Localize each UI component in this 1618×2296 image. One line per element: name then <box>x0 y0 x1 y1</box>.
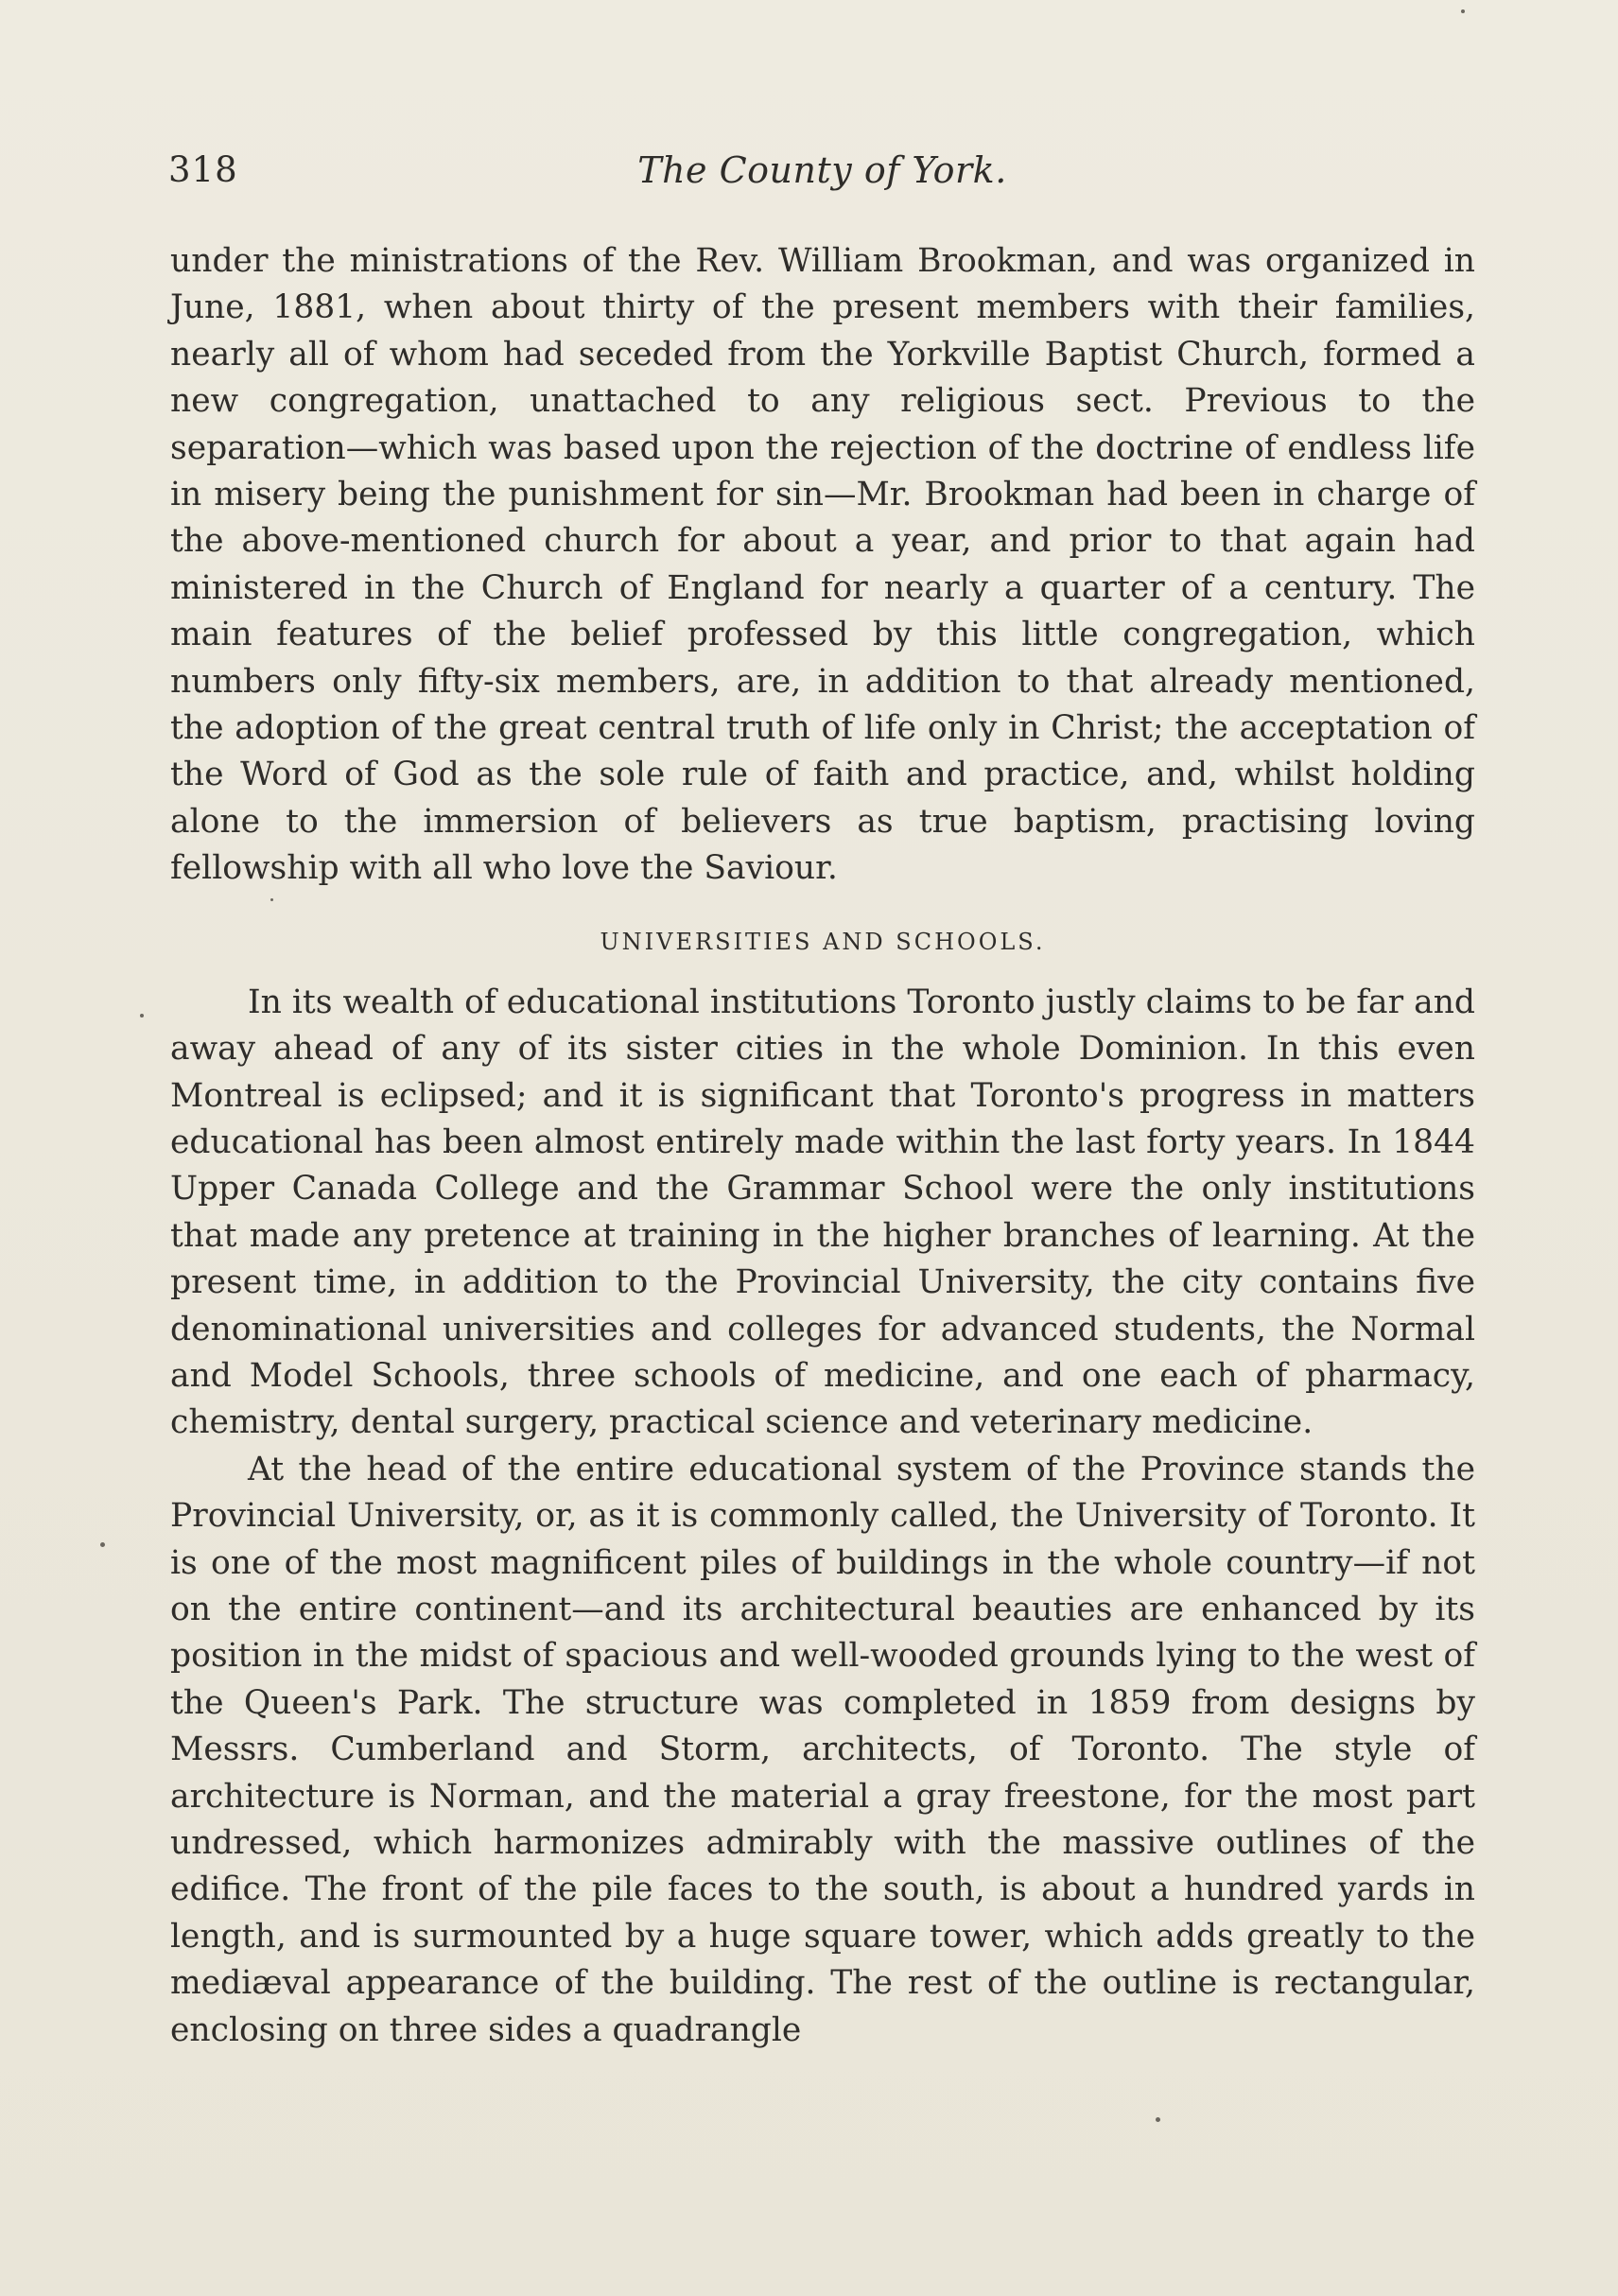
page-number: 318 <box>168 149 238 190</box>
section-heading: UNIVERSITIES AND SCHOOLS. <box>600 928 1046 955</box>
ink-speck <box>140 1014 144 1018</box>
body-text <box>170 238 1475 2054</box>
ink-speck <box>1156 2117 1160 2122</box>
ink-speck <box>1461 9 1465 13</box>
ink-speck <box>270 898 273 901</box>
paragraph: In its wealth of educational institutions Toronto justly claims to be far and away ahead of any of its sister cities in the whole Dominion. In this even Montreal is eclipsed; and it is significant that Toronto's progress in matters educational has been almost entirely made within the last forty years. In 1844 Upper Canada College and the Grammar School were the only institutions that made any pretence at training in the higher branches of learning. At the present time, in addition to the Provincial University, the city contains five denominational universities and colleges for advanced students, the Normal and Model Schools, three schools of medicine, and one each of pharmacy, chemistry, dental surgery, practical science and veterinary medicine. <box>170 983 1475 1442</box>
running-title: The County of York. <box>637 149 1007 191</box>
paragraph: At the head of the entire educational system of the Province stands the Provincial University, or, as it is commonly called, the University of Toronto. It is one of the most magnificent piles of buildings in the whole country—if not on the entire continent—and its architectural beauties are enhanced by its position in the midst of spacious and well-wooded grounds lying to the west of the Queen's Park. The structure was completed in 1859 from designs by Messrs. Cumberland and Storm, architects, of Toronto. The style of architecture is Norman, and the material a gray freestone, for the most part undressed, which harmonizes admirably with the massive outlines of the edifice. The front of the pile faces to the south, is about a hundred yards in length, and is surmounted by a huge square tower, which adds greatly to the mediæval appearance of the building. The rest of the outline is rectangular, enclosing on three sides a quadrangle <box>170 1450 1475 2049</box>
paragraph-continued: under the ministrations of the Rev. William Brookman, and was organized in June, 1881, when about thirty of the present members with their families, nearly all of whom had seceded from the Yorkville Baptist Church, formed a new congregation, unattached to any religious sect. Previous to the separation—which was based upon the rejection of the doctrine of endless life in misery being the punishment for sin—Mr. Brookman had been in charge of the above-mentioned church for about a year, and prior to that again had ministered in the Church of England for nearly a quarter of a century. The main features of the belief professed by this little congregation, which numbers only fifty-six members, are, in addition to that already mentioned, the adoption of the great central truth of life only in Christ; the acceptation of the Word of God as the sole rule of faith and practice, and, whilst holding alone to the immersion of believers as true baptism, practising loving fellowship with all who love the Saviour. <box>170 242 1475 888</box>
running-head <box>168 149 1476 197</box>
ink-speck <box>100 1542 105 1547</box>
